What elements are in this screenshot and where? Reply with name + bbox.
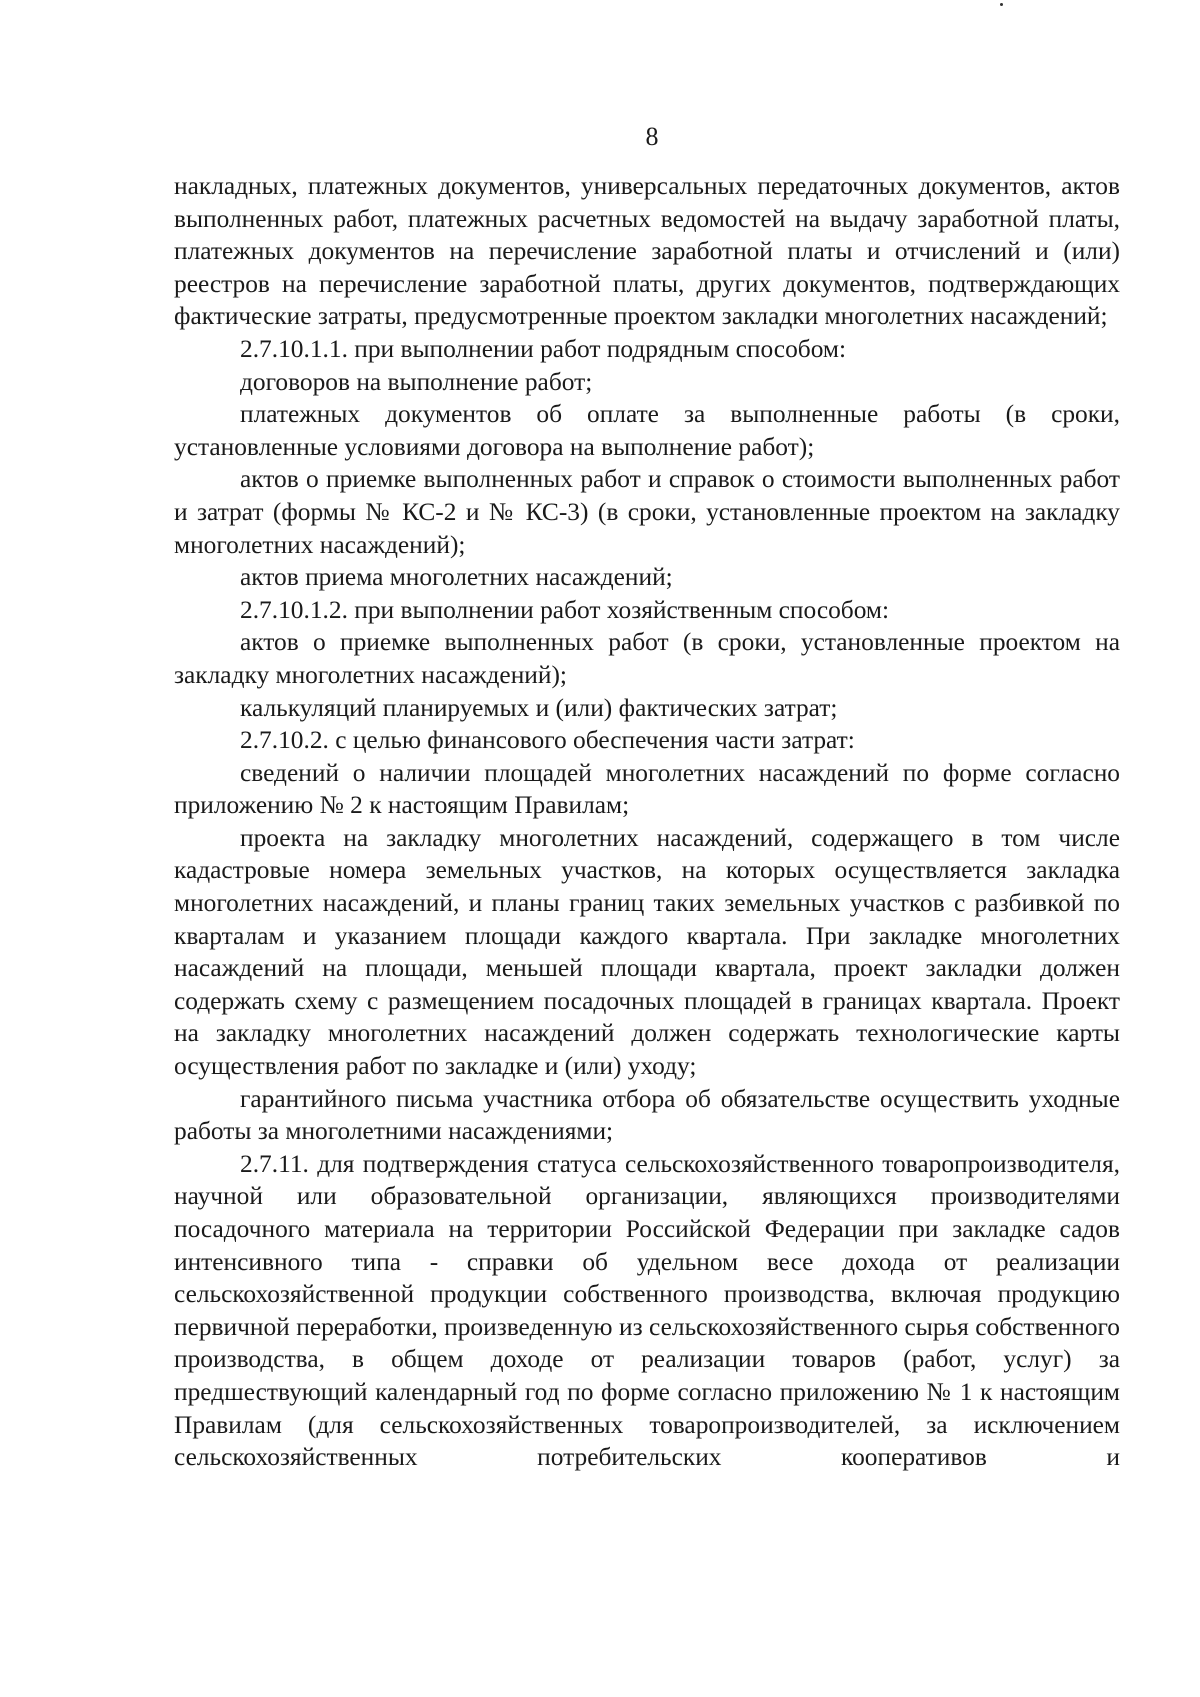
paragraph-area-info: сведений о наличии площадей многолетних насаждений по форме согласно приложению № 2 к настоящим Правилам; — [174, 758, 1120, 820]
paragraph-2-7-10-1-1: 2.7.10.1.1. при выполнении работ подрядным способом: — [240, 334, 847, 363]
paragraph-contracts: договоров на выполнение работ; — [240, 367, 593, 396]
paragraph-payment-documents: платежных документов об оплате за выполненные работы (в сроки, установленные условиями договора на выполнение работ); — [174, 400, 1120, 461]
paragraph-2-7-11: 2.7.11. для подтверждения статуса сельскохозяйственного товаропроизводителя, научной или образовательной организации, являющихся производителями посадочного материала на территории Российской Федерации при закладке садов интенсивного типа - справки об удельном весе дохода от реализации сельскохозяйственной продукции собственного производства, включая продукцию первичной переработки, произведенную из сельскохозяйственного сырья собственного производства, в общем доходе от реализации товаров (работ, услуг) за предшествующий календарный год по форме согласно приложению № 1 к настоящим Правилам (для сельскохозяйственных товаропроизводителей, за исключением сельскохозяйственных потребительских кооперативов и — [174, 1149, 1120, 1472]
paragraph-acceptance-acts: актов о приемке выполненных работ и справок о стоимости выполненных работ и затрат (формы № КС-2 и № КС-3) (в сроки, установленные проектом на закладку многолетних насаждений); — [174, 465, 1120, 559]
paragraph-2-7-10-2: 2.7.10.2. с целью финансового обеспечения части затрат: — [240, 726, 855, 755]
paragraph-documents-list: накладных, платежных документов, универсальных передаточных документов, актов выполненных работ, платежных расчетных ведомостей на выдачу заработной платы, платежных документов на перечисление заработной платы и отчислений и (или) реестров на перечисление заработной платы, других документов, подтверждающих фактические затраты, предусмотренные проектом закладки многолетних насаждений; — [174, 172, 1120, 331]
paragraph-calculations: калькуляций планируемых и (или) фактических затрат; — [240, 693, 838, 722]
paragraph-guarantee-letter: гарантийного письма участника отбора об обязательстве осуществить уходные работы за многолетними насаждениями; — [174, 1084, 1120, 1146]
paragraph-2-7-10-1-2: 2.7.10.1.2. при выполнении работ хозяйственным способом: — [240, 595, 890, 624]
scan-speck — [1000, 3, 1003, 6]
page-number: 8 — [645, 122, 659, 151]
paragraph-planting-project: проекта на закладку многолетних насаждений, содержащего в том числе кадастровые номера земельных участков, на которых осуществляется закладка многолетних насаждений, и планы границ таких земельных участков с разбивкой по кварталам и указанием площади каждого квартала. При закладке многолетних насаждений на площади, меньшей площади квартала, проект закладки должен содержать схему с размещением посадочных площадей в границах квартала. Проект на закладку многолетних насаждений должен содержать технологические карты осуществления работ по закладке и (или) уходу; — [174, 823, 1120, 1081]
paragraph-plantation-acceptance: актов приема многолетних насаждений; — [240, 563, 673, 592]
paragraph-acceptance-acts-own: актов о приемке выполненных работ (в сроки, установленные проектом на закладку многолетних насаждений); — [174, 628, 1120, 689]
document-body — [174, 170, 1120, 1474]
